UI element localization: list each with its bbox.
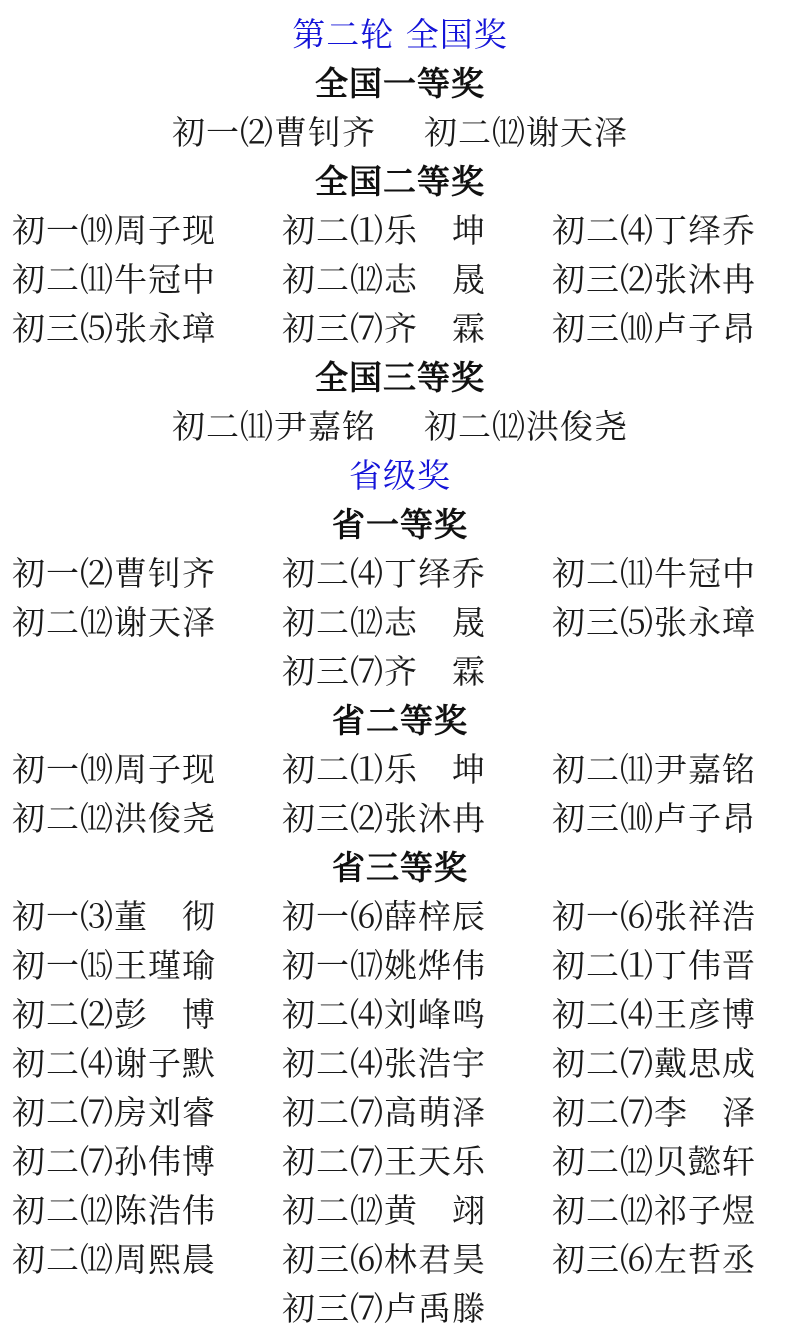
winner-name: 初三⑺齐 霖 (282, 652, 486, 691)
national-first-title: 全国一等奖 (315, 64, 485, 103)
winner-name: 初二⑷张浩宇 (282, 1044, 486, 1083)
winner-name: 初二⑵彭 博 (12, 995, 216, 1034)
winner-name: 初二⑷丁绎乔 (282, 554, 486, 593)
winner-name: 初一⒆周子现 (12, 750, 216, 789)
winner-name: 初二⑿洪俊尧 (12, 799, 216, 838)
winner-name: 初三⑺齐 霖 (282, 309, 486, 348)
provincial-third-title: 省三等奖 (332, 848, 468, 887)
provincial-third-row (0, 1088, 800, 1137)
winner-name: 初三⑸张永璋 (12, 309, 216, 348)
winner-name: 初二⑿陈浩伟 (12, 1191, 216, 1230)
winner-name: 初二⑾牛冠中 (12, 260, 216, 299)
provincial-third-row (0, 941, 800, 990)
provincial-first-title: 省一等奖 (332, 505, 468, 544)
winner-name: 初二⑺孙伟博 (12, 1142, 216, 1181)
winner-name: 初三⑽卢子昂 (552, 309, 756, 348)
winner-name: 初二⑺王天乐 (282, 1142, 486, 1181)
winner-name: 初二⑷刘峰鸣 (282, 995, 486, 1034)
provincial-second-row (0, 794, 800, 843)
provincial-first-row (0, 647, 800, 696)
winner-name: 初二⑺戴思成 (552, 1044, 756, 1083)
provincial-third-row (0, 1284, 800, 1333)
winner-name: 初二⑷谢子默 (12, 1044, 216, 1083)
provincial-third-row (0, 1137, 800, 1186)
provincial-third-row (0, 1039, 800, 1088)
national-second-row (0, 255, 800, 304)
winner-name: 初二⑺房刘睿 (12, 1093, 216, 1132)
winner-name: 初二⑷王彦博 (552, 995, 756, 1034)
winner-name: 初二⑴乐 坤 (282, 211, 486, 250)
winner-name: 初二⑿黄 翊 (282, 1191, 486, 1230)
winner-name: 初一⑹张祥浩 (552, 897, 756, 936)
round-title: 第二轮 全国奖 (292, 15, 508, 54)
national-first-winners (0, 108, 800, 157)
winner-name: 初二⑾尹嘉铭 (172, 407, 376, 446)
winner-name: 初一⑹薛梓辰 (282, 897, 486, 936)
national-third-title: 全国三等奖 (315, 358, 485, 397)
winner-name: 初三⑵张沐冉 (552, 260, 756, 299)
winner-name: 初二⑿祁子煜 (552, 1191, 756, 1230)
winner-name: 初二⑿谢天泽 (12, 603, 216, 642)
winner-name: 初一⒄姚烨伟 (282, 946, 486, 985)
national-third-winners (0, 402, 800, 451)
winner-name: 初二⑾牛冠中 (552, 554, 756, 593)
winner-name: 初二⑿志 晟 (282, 603, 486, 642)
winner-name: 初三⑽卢子昂 (552, 799, 756, 838)
winner-name: 初二⑿志 晟 (282, 260, 486, 299)
provincial-first-row (0, 598, 800, 647)
winner-name: 初三⑹林君昊 (282, 1240, 486, 1279)
winner-name: 初二⑿洪俊尧 (424, 407, 628, 446)
winner-name: 初二⑴乐 坤 (282, 750, 486, 789)
winner-name: 初二⑾尹嘉铭 (552, 750, 756, 789)
winner-name: 初一⑶董 彻 (12, 897, 216, 936)
provincial-third-row (0, 892, 800, 941)
winner-name: 初一⒆周子现 (12, 211, 216, 250)
winner-name: 初二⑺高萌泽 (282, 1093, 486, 1132)
winner-name: 初二⑿周熙晨 (12, 1240, 216, 1279)
winner-name: 初二⑴丁伟晋 (552, 946, 756, 985)
provincial-first-row (0, 549, 800, 598)
winner-name: 初三⑹左哲丞 (552, 1240, 756, 1279)
national-second-row (0, 206, 800, 255)
winner-name: 初二⑺李 泽 (552, 1093, 756, 1132)
winner-name: 初一⒂王瑾瑜 (12, 946, 216, 985)
provincial-title: 省级奖 (349, 456, 451, 495)
provincial-third-row (0, 1186, 800, 1235)
winner-name: 初一⑵曹钊齐 (172, 113, 376, 152)
winner-name: 初二⑿贝懿轩 (552, 1142, 756, 1181)
national-second-title: 全国二等奖 (315, 162, 485, 201)
winner-name: 初三⑸张永璋 (552, 603, 756, 642)
provincial-third-row (0, 1235, 800, 1284)
national-second-row (0, 304, 800, 353)
winner-name: 初二⑿谢天泽 (424, 113, 628, 152)
winner-name: 初三⑺卢禹滕 (282, 1289, 486, 1328)
provincial-second-title: 省二等奖 (332, 701, 468, 740)
winner-name: 初二⑷丁绎乔 (552, 211, 756, 250)
winner-name: 初一⑵曹钊齐 (12, 554, 216, 593)
provincial-second-row (0, 745, 800, 794)
winner-name: 初三⑵张沐冉 (282, 799, 486, 838)
provincial-third-row (0, 990, 800, 1039)
